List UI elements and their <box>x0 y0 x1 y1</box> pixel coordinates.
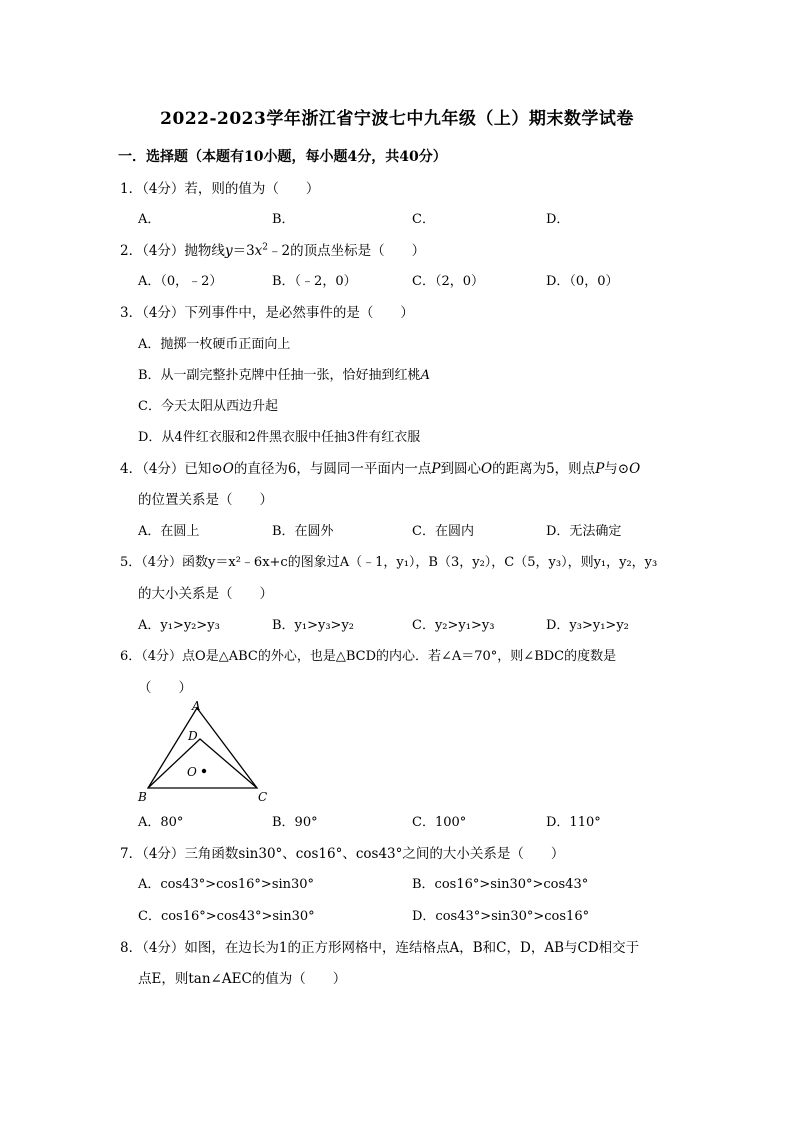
question-6-line-2: （ ） <box>138 680 192 696</box>
q1-option-d: D． <box>546 212 570 227</box>
q4-option-d: D．无法确定 <box>546 524 622 539</box>
label-o: O <box>187 765 197 779</box>
question-4: 4．（4分）已知⊙O的直径为6，与圆同一平面内一点P到圆心O的距离为5，则点P与⊙O <box>120 461 641 477</box>
question-5: 5．（4分）函数y＝x²﹣6x+c的图象过A（﹣1，y₁），B（3，y₂），C（5，y₃），则y₁，y₂，y₃ <box>120 555 658 570</box>
q1-option-a: A． <box>138 212 161 227</box>
q4-option-a: A．在圆上 <box>138 524 200 539</box>
question-1: 1．（4分）若，则的值为（ ） <box>120 181 320 197</box>
page-title: 2022-2023学年浙江省宁波七中九年级（上）期末数学试卷 <box>160 109 634 129</box>
question-8-line-2: 点E，则tan∠AEC的值为（ ） <box>138 971 347 987</box>
question-5-line-2: 的大小关系是（ ） <box>138 586 273 602</box>
label-d: D <box>188 729 198 743</box>
triangle-bcd <box>148 739 257 788</box>
label-c: C <box>258 790 268 804</box>
q2-option-b: B．（﹣2，0） <box>272 274 357 289</box>
q7-option-b: B．cos16°>sin30°>cos43° <box>412 877 589 892</box>
center-o <box>202 769 206 773</box>
q5-option-d: D．y₃>y₁>y₂ <box>546 618 629 633</box>
question-7: 7．（4分）三角函数sin30°、cos16°、cos43°之间的大小关系是（ ） <box>120 846 565 862</box>
q7-option-a: A．cos43°>cos16°>sin30° <box>138 877 315 892</box>
q7-option-d: D．cos43°>sin30°>cos16° <box>412 909 590 924</box>
q7-option-c: C．cos16°>cos43°>sin30° <box>138 909 315 924</box>
q3-option-d: D．从4件红衣服和2件黑衣服中任抽3件有红衣服 <box>138 430 421 445</box>
question-2: 2．（4分）抛物线$y=3x^2﹣2$的顶点坐标是（ ） <box>120 242 426 259</box>
q2-option-a: A．（0，﹣2） <box>138 274 223 289</box>
triangle-abc <box>148 708 257 788</box>
q5-option-b: B．y₁>y₃>y₂ <box>272 618 355 633</box>
q6-option-b: B．90° <box>272 815 318 830</box>
q4-option-b: B．在圆外 <box>272 524 334 539</box>
q6-option-c: C．100° <box>412 815 467 830</box>
label-b: B <box>138 790 147 804</box>
question-3: 3．（4分）下列事件中，是必然事件的是（ ） <box>120 305 414 321</box>
question-4-line-2: 的位置关系是（ ） <box>138 492 273 508</box>
section-heading: 一．选择题（本题有10小题，每小题4分，共40分） <box>118 149 447 165</box>
q6-option-d: D．110° <box>546 815 601 830</box>
q4-option-c: C．在圆内 <box>412 524 474 539</box>
q3-option-a: A．抛掷一枚硬币正面向上 <box>138 337 291 352</box>
q1-option-b: B． <box>272 212 295 227</box>
label-a: A <box>192 699 201 713</box>
q1-option-c: C． <box>412 212 435 227</box>
q3-option-b: B．从一副完整扑克牌中任抽一张，恰好抽到红桃A <box>138 368 430 383</box>
q2-option-d: D．（0，0） <box>546 274 619 289</box>
q3-option-c: C．今天太阳从西边升起 <box>138 399 278 414</box>
question-6: 6．（4分）点O是△ABC的外心，也是△BCD的内心．若∠A＝70°，则∠BDC的度数是 <box>120 649 617 664</box>
q2-option-c: C．（2，0） <box>412 274 484 289</box>
q5-option-a: A．y₁>y₂>y₃ <box>138 618 220 633</box>
q5-option-c: C．y₂>y₁>y₃ <box>412 618 495 633</box>
triangle-figure <box>130 696 280 806</box>
question-8: 8．（4分）如图，在边长为1的正方形网格中，连结格点A，B和C，D，AB与CD相交于 <box>120 940 640 956</box>
q6-option-a: A．80° <box>138 815 184 830</box>
